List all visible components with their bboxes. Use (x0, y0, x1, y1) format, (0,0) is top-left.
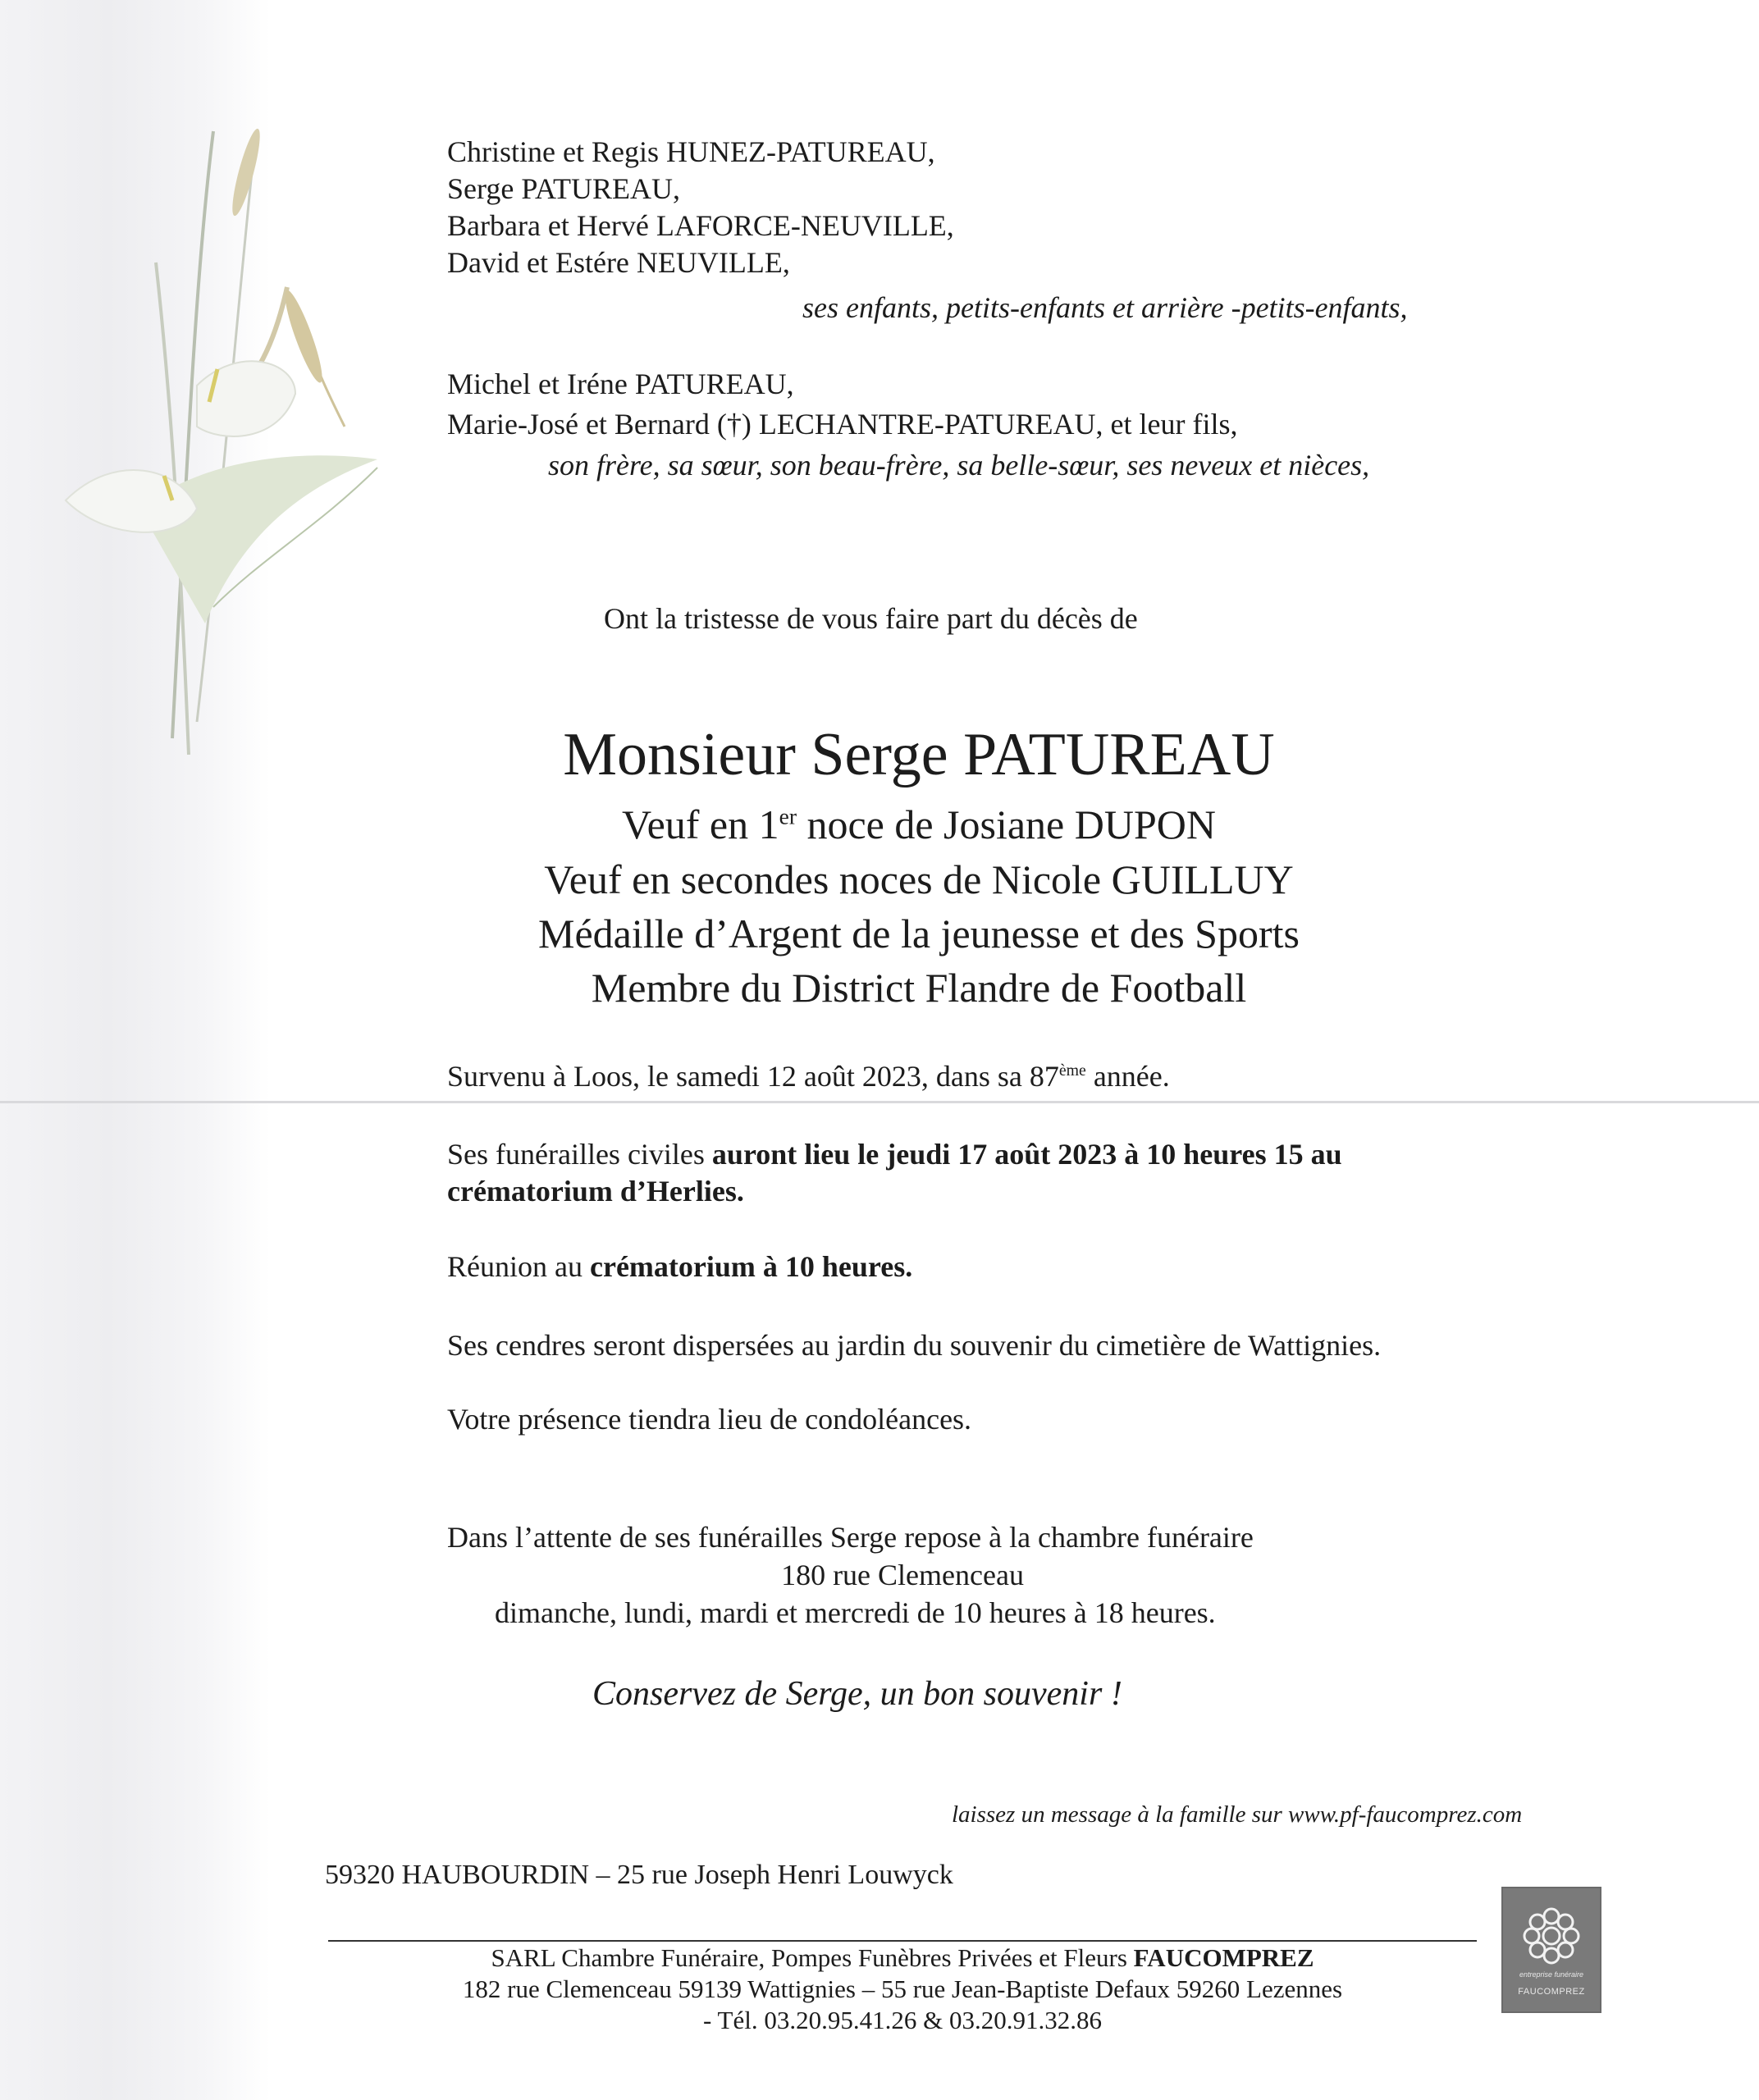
viewing-line-2: 180 rue Clemenceau (781, 1559, 1024, 1591)
first-marriage: Veuf en 1er noce de Josiane DUPON (622, 801, 1216, 847)
logo-caption: FAUCOMPREZ (1518, 1987, 1585, 1997)
death-details: Survenu à Loos, le samedi 12 août 2023, dans sa 87ème année. (447, 1060, 1170, 1093)
viewing-line-1: Dans l’attente de ses funérailles Serge repose à la chambre funéraire (447, 1521, 1254, 1554)
deceased-name: Monsieur Serge PATUREAU (563, 721, 1275, 788)
address-line: 59320 HAUBOURDIN – 25 rue Joseph Henri Louwyck (325, 1860, 953, 1890)
child-line: Barbara et Hervé LAFORCE-NEUVILLE, (447, 209, 954, 242)
funeral-line-2: crématorium d’Herlies. (447, 1175, 744, 1208)
child-line: Serge PATUREAU, (447, 172, 681, 205)
sibling-line: Michel et Iréne PATUREAU, (447, 368, 794, 400)
membership-line: Membre du District Flandre de Football (591, 965, 1247, 1011)
funeral-line-1: Ses funérailles civiles auront lieu le jeudi 17 août 2023 à 10 heures 15 au (447, 1138, 1342, 1171)
calla-lily-illustration (49, 98, 394, 755)
announcement-text: Ont la tristesse de vous faire part du décès de (604, 602, 1138, 635)
footer-addresses: 182 rue Clemenceau 59139 Wattignies – 55 rue Jean-Baptiste Defaux 59260 Lezennes (462, 1974, 1343, 2003)
paper-fold (0, 1101, 1759, 1103)
siblings-relation: son frère, sa sœur, son beau-frère, sa belle-sœur, ses neveux et nièces, (548, 449, 1370, 482)
child-line: Christine et Regis HUNEZ-PATUREAU, (447, 135, 935, 168)
footer-phones: - Tél. 03.20.95.41.26 & 03.20.91.32.86 (703, 2006, 1102, 2034)
footer-divider (328, 1940, 1477, 1942)
web-message: laissez un message à la famille sur www.pf-faucomprez.com (952, 1801, 1523, 1828)
ashes-line: Ses cendres seront dispersées au jardin du souvenir du cimetière de Wattignies. (447, 1329, 1382, 1362)
viewing-line-3: dimanche, lundi, mardi et mercredi de 10 heures à 18 heures. (495, 1596, 1216, 1629)
medal-line: Médaille d’Argent de la jeunesse et des Sports (537, 911, 1300, 956)
condolences-line: Votre présence tiendra lieu de condoléances. (447, 1403, 972, 1436)
sibling-line: Marie-José et Bernard (†) LECHANTRE-PATUREAU, et leur fils, (447, 408, 1238, 441)
star-flower-icon (1519, 1903, 1584, 1969)
logo-caption-small: entreprise funéraire (1519, 1970, 1584, 1979)
children-relation: ses enfants, petits-enfants et arrière -petits-enfants, (802, 291, 1408, 324)
meeting-line: Réunion au crématorium à 10 heures. (447, 1250, 913, 1283)
child-line: David et Estére NEUVILLE, (447, 246, 790, 279)
faucomprez-logo (1501, 1887, 1601, 2013)
second-marriage: Veuf en secondes noces de Nicole GUILLUY (544, 856, 1294, 902)
closing-message: Conservez de Serge, un bon souvenir ! (592, 1675, 1122, 1713)
footer-company: SARL Chambre Funéraire, Pompes Funèbres Privées et Fleurs FAUCOMPREZ (491, 1943, 1314, 1972)
